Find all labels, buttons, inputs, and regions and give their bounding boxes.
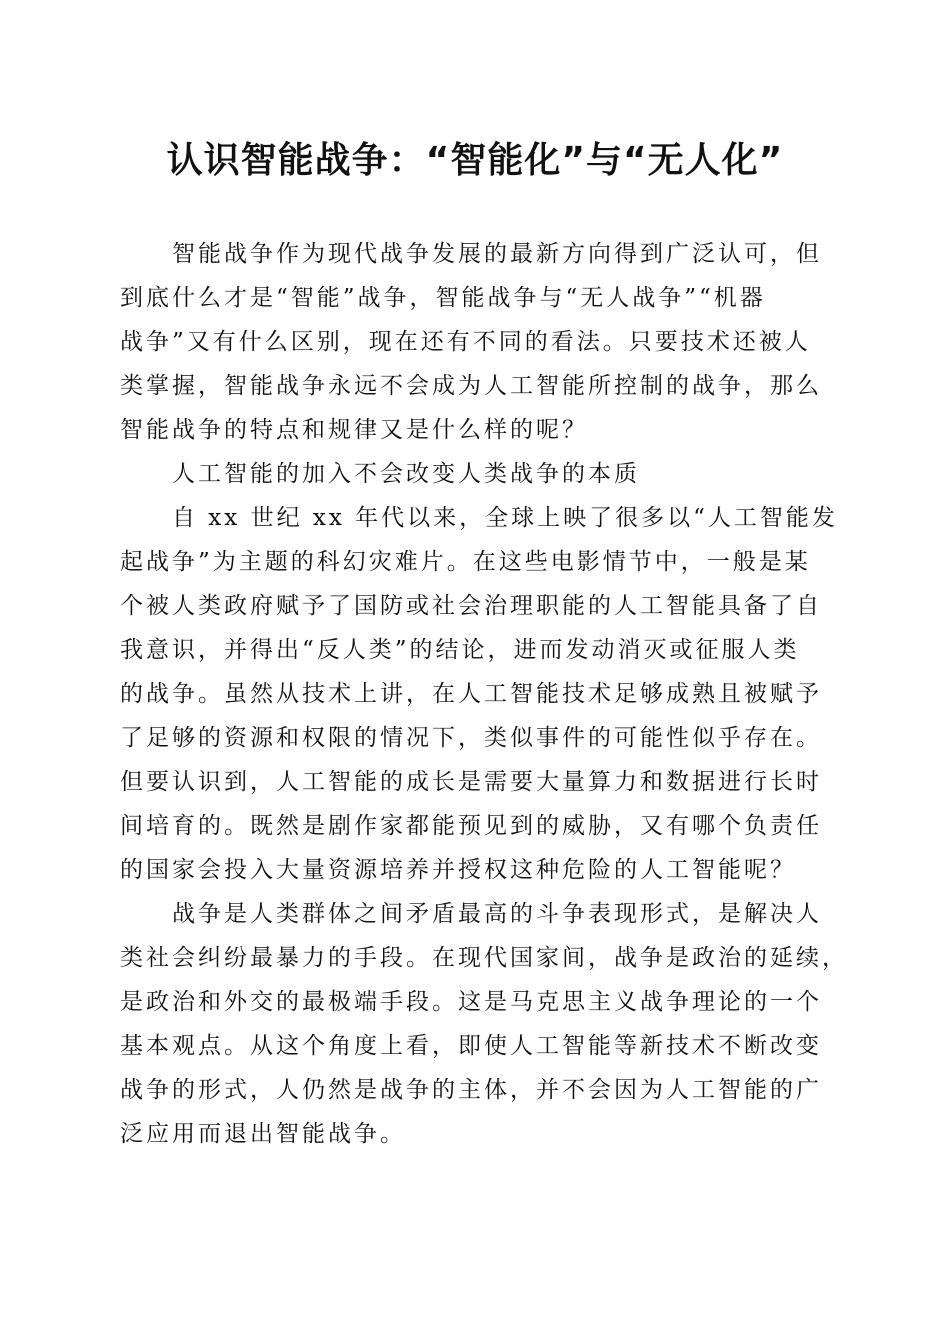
text-line: 人工智能的加入不会改变人类战争的本质 [172, 461, 640, 487]
text-line: 战争是人类群体之间矛盾最高的斗争表现形式，是解决人 [172, 901, 822, 927]
text-line: 起战争”为主题的科幻灾难片。在这些电影情节中，一般是某 [120, 549, 811, 575]
paragraph-intro [120, 232, 832, 452]
text-line: 的战争。虽然从技术上讲，在人工智能技术足够成熟且被赋予 [120, 681, 822, 707]
text-line: 智能战争的特点和规律又是什么样的呢？ [120, 417, 588, 443]
text-line: 自 xx 世纪 xx 年代以来，全球上映了很多以“人工智能发 [172, 505, 838, 531]
text-line: 是政治和外交的最极端手段。这是马克思主义战争理论的一个 [120, 989, 822, 1015]
text-line: 间培育的。既然是剧作家都能预见到的威胁，又有哪个负责任 [120, 813, 822, 839]
text-line: 基本观点。从这个角度上看，即使人工智能等新技术不断改变 [120, 1033, 822, 1059]
text-line: 我意识，并得出“反人类”的结论，进而发动消灭或征服人类 [120, 637, 800, 663]
text-line: 类社会纠纷最暴力的手段。在现代国家间，战争是政治的延续， [120, 945, 848, 971]
text-line: 战争”又有什么区别，现在还有不同的看法。只要技术还被人 [120, 329, 811, 355]
paragraph-war-essence [120, 892, 848, 1156]
text-line: 类掌握，智能战争永远不会成为人工智能所控制的战争，那么 [120, 373, 822, 399]
text-line: 智能战争作为现代战争发展的最新方向得到广泛认可，但 [172, 241, 822, 267]
paragraph-scifi [120, 496, 838, 892]
text-line: 的国家会投入大量资源培养并授权这种危险的人工智能呢？ [120, 857, 796, 883]
text-line: 但要认识到，人工智能的成长是需要大量算力和数据进行长时 [120, 769, 822, 795]
text-line: 个被人类政府赋予了国防或社会治理职能的人工智能具备了自 [120, 593, 822, 619]
text-line: 了足够的资源和权限的情况下，类似事件的可能性似乎存在。 [120, 725, 822, 751]
document-body [120, 232, 848, 1156]
document-title: 认识智能战争：“智能化”与“无人化” [166, 140, 784, 181]
text-line: 泛应用而退出智能战争。 [120, 1121, 406, 1147]
section-subheading [120, 452, 832, 496]
text-line: 战争的形式，人仍然是战争的主体，并不会因为人工智能的广 [120, 1077, 822, 1103]
text-line: 到底什么才是“智能”战争，智能战争与“无人战争”“机器 [120, 285, 766, 311]
